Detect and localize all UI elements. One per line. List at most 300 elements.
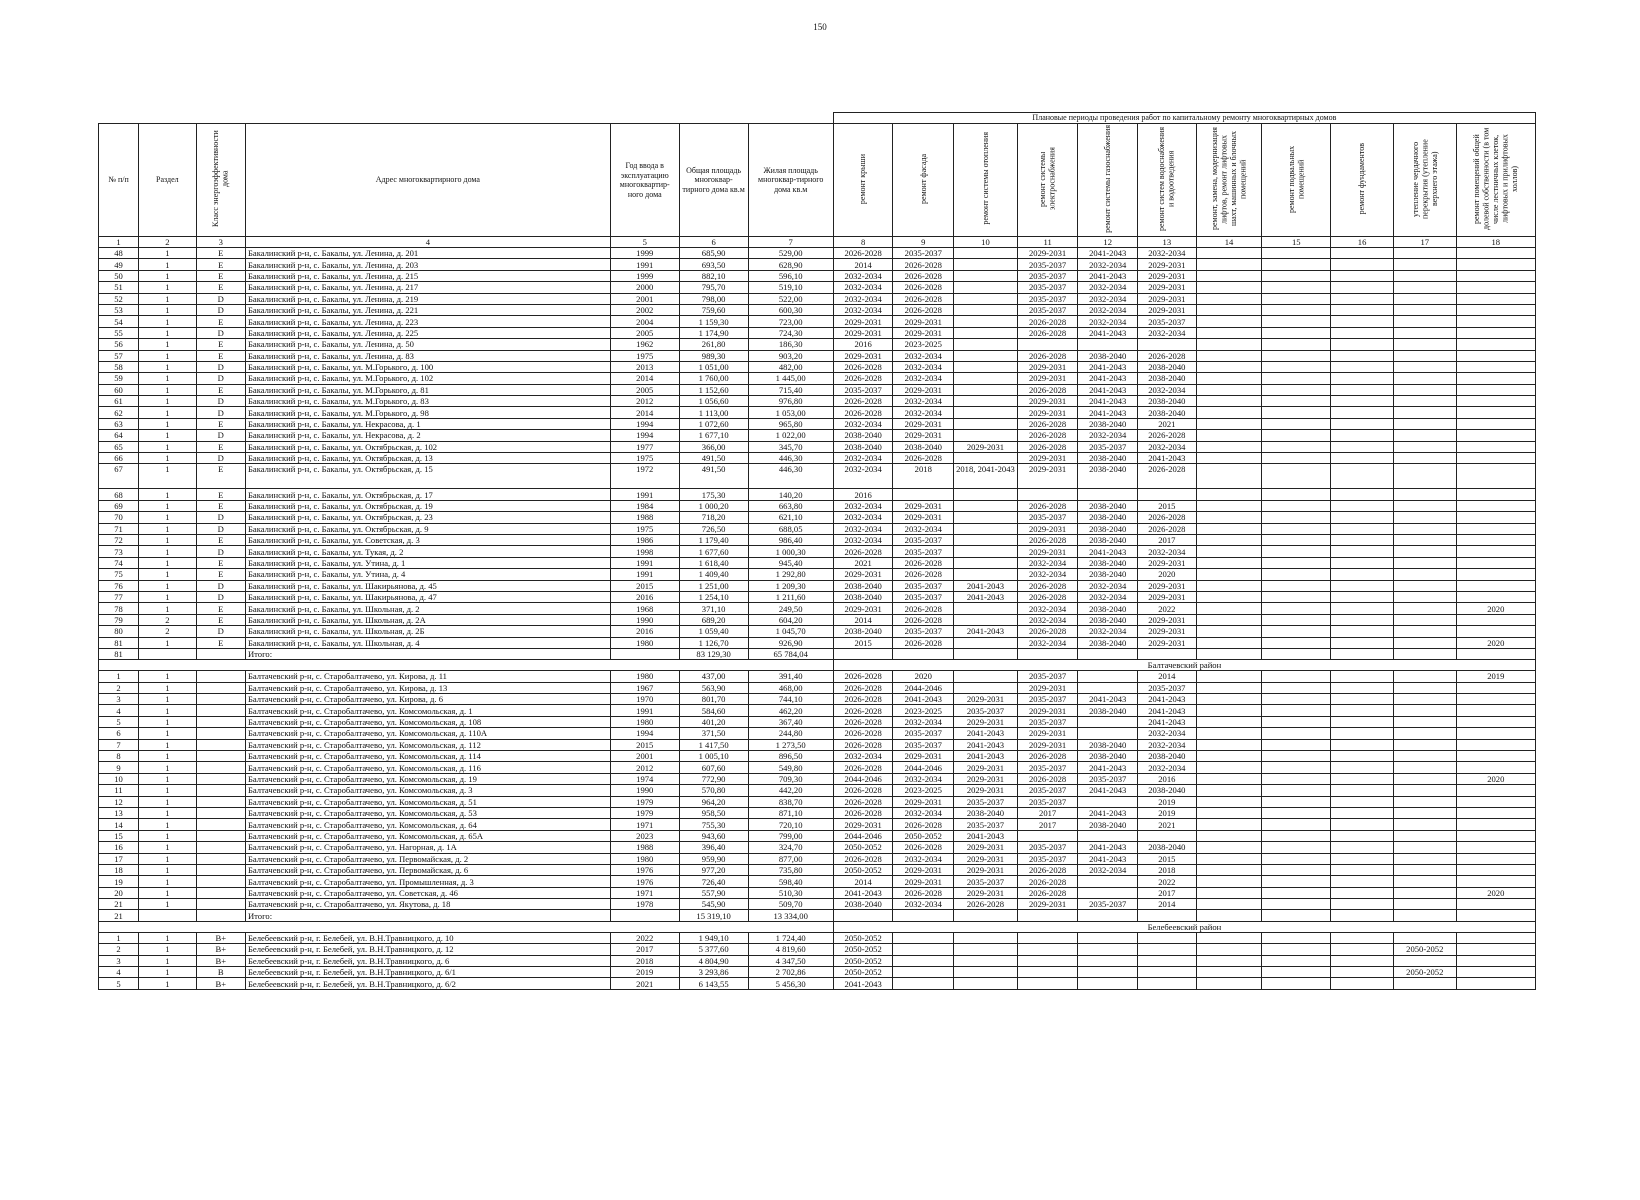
address-cell: Бакалинский р-н, с. Бакалы, ул. М.Горького, д. 81 xyxy=(245,384,610,395)
table-cell: 1 xyxy=(139,694,197,705)
table-cell: 1 211,60 xyxy=(748,591,833,602)
table-cell xyxy=(954,569,1018,580)
column-number-cell: 13 xyxy=(1138,237,1197,248)
table-cell: 1 xyxy=(139,512,197,523)
table-cell: 1 xyxy=(139,853,197,864)
table-cell xyxy=(1017,944,1078,955)
table-cell: 2041-2043 xyxy=(1078,842,1138,853)
table-cell: 2026-2028 xyxy=(833,373,893,384)
table-cell xyxy=(196,842,245,853)
table-cell: 2026-2028 xyxy=(893,603,954,614)
table-cell: 2026-2028 xyxy=(833,546,893,557)
table-cell xyxy=(954,978,1018,989)
table-cell: 689,20 xyxy=(679,614,748,625)
table-cell: 2026-2028 xyxy=(1017,327,1078,338)
table-cell xyxy=(1262,830,1331,841)
header-row xyxy=(99,124,1536,237)
table-cell: 1 005,10 xyxy=(679,751,748,762)
table-cell: 2026-2028 xyxy=(893,887,954,898)
table-cell: 2021 xyxy=(833,557,893,568)
table-cell xyxy=(1456,512,1535,523)
table-cell xyxy=(1456,807,1535,818)
table-cell xyxy=(1331,316,1394,327)
table-cell: 1979 xyxy=(610,807,679,818)
table-cell: 5 xyxy=(99,716,139,727)
table-cell: 17 xyxy=(99,853,139,864)
table-cell xyxy=(954,350,1018,361)
table-cell xyxy=(1456,304,1535,315)
table-cell: 2017 xyxy=(1138,534,1197,545)
table-cell: 1 051,00 xyxy=(679,361,748,372)
table-row xyxy=(99,682,1536,693)
table-cell: 53 xyxy=(99,304,139,315)
table-cell: 2038-2040 xyxy=(1078,603,1138,614)
table-cell xyxy=(196,876,245,887)
table-cell: 600,30 xyxy=(748,304,833,315)
table-cell xyxy=(1262,944,1331,955)
address-cell: Балтачевский р-н, с. Старобалтачево, ул. Якутова, д. 18 xyxy=(245,899,610,910)
table-cell xyxy=(1456,282,1535,293)
table-cell xyxy=(1196,500,1262,511)
table-cell: 2 xyxy=(99,682,139,693)
table-cell: 2014 xyxy=(610,373,679,384)
table-cell xyxy=(1196,282,1262,293)
address-cell: Бакалинский р-н, с. Бакалы, ул. Тукая, д. 2 xyxy=(245,546,610,557)
table-cell xyxy=(1393,293,1456,304)
table-cell: 2029-2031 xyxy=(1017,899,1078,910)
table-cell xyxy=(1196,546,1262,557)
address-cell: Балтачевский р-н, с. Старобалтачево, ул. Нагорная, д. 1А xyxy=(245,842,610,853)
table-cell: 1 xyxy=(139,580,197,591)
table-cell: 2026-2028 xyxy=(1017,316,1078,327)
table-cell: 2029-2031 xyxy=(1138,580,1197,591)
table-cell: 2041-2043 xyxy=(954,751,1018,762)
table-cell: 1 126,70 xyxy=(679,637,748,648)
table-cell xyxy=(1393,842,1456,853)
table-cell xyxy=(1262,580,1331,591)
table-cell: 2023 xyxy=(610,830,679,841)
table-cell: 1 xyxy=(139,796,197,807)
table-cell xyxy=(1078,796,1138,807)
header-col-facade-label: ремонт фасада xyxy=(918,153,928,204)
table-cell xyxy=(1393,270,1456,281)
table-cell xyxy=(1262,671,1331,682)
table-row xyxy=(99,523,1536,534)
table-cell: 2041-2043 xyxy=(1078,361,1138,372)
table-cell: 2029-2031 xyxy=(833,603,893,614)
table-cell: 1990 xyxy=(610,614,679,625)
table-cell xyxy=(1456,853,1535,864)
table-row xyxy=(99,899,1536,910)
table-row xyxy=(99,739,1536,750)
capital-repair-table xyxy=(98,112,1536,990)
table-cell: E xyxy=(196,316,245,327)
table-cell xyxy=(1196,842,1262,853)
table-cell xyxy=(1393,603,1456,614)
table-cell xyxy=(1331,626,1394,637)
table-cell xyxy=(1262,407,1331,418)
address-cell: Балтачевский р-н, с. Старобалтачево, ул. Комсомольская, д. 65А xyxy=(245,830,610,841)
table-cell: 1 xyxy=(139,751,197,762)
table-cell: 2044-2046 xyxy=(893,762,954,773)
address-cell: Балтачевский р-н, с. Старобалтачево, ул. Комсомольская, д. 110А xyxy=(245,728,610,739)
table-cell xyxy=(1456,819,1535,830)
table-cell: 2041-2043 xyxy=(954,728,1018,739)
table-cell: 2038-2040 xyxy=(1078,557,1138,568)
table-cell: 2035-2037 xyxy=(893,728,954,739)
table-cell xyxy=(1393,819,1456,830)
table-cell: 977,20 xyxy=(679,864,748,875)
table-body xyxy=(99,237,1536,990)
table-cell: 59 xyxy=(99,373,139,384)
table-cell: 2032-2034 xyxy=(1078,259,1138,270)
table-cell: D xyxy=(196,591,245,602)
table-cell: 1999 xyxy=(610,248,679,259)
table-cell: 604,20 xyxy=(748,614,833,625)
table-cell xyxy=(1456,842,1535,853)
table-cell: 2017 xyxy=(610,944,679,955)
table-row xyxy=(99,614,1536,625)
table-cell: 2026-2028 xyxy=(1017,418,1078,429)
table-cell: 1980 xyxy=(610,716,679,727)
table-cell xyxy=(1196,899,1262,910)
table-cell: 2032-2034 xyxy=(1078,304,1138,315)
table-cell xyxy=(1331,441,1394,452)
table-cell: 1 xyxy=(139,591,197,602)
table-cell: 367,40 xyxy=(748,716,833,727)
table-cell: 442,20 xyxy=(748,785,833,796)
table-cell: 724,30 xyxy=(748,327,833,338)
table-cell: B+ xyxy=(196,955,245,966)
table-cell: 58 xyxy=(99,361,139,372)
address-cell: Балтачевский р-н, с. Старобалтачево, ул. Комсомольская, д. 19 xyxy=(245,773,610,784)
table-cell xyxy=(1393,327,1456,338)
table-cell: 744,10 xyxy=(748,694,833,705)
table-cell xyxy=(1393,396,1456,407)
table-row xyxy=(99,293,1536,304)
table-cell xyxy=(1262,876,1331,887)
total-count: 81 xyxy=(99,648,139,659)
table-cell: 2035-2037 xyxy=(1017,259,1078,270)
table-cell xyxy=(196,728,245,739)
table-cell: 2029-2031 xyxy=(1017,248,1078,259)
table-cell: 2018 xyxy=(893,464,954,489)
total-empty xyxy=(954,648,1018,659)
table-cell: 2026-2028 xyxy=(893,842,954,853)
header-col-energy-class xyxy=(196,124,245,237)
total-count: 21 xyxy=(99,910,139,921)
table-cell xyxy=(1456,580,1535,591)
table-cell: 723,00 xyxy=(748,316,833,327)
header-col-common-premises xyxy=(1456,124,1535,237)
table-cell xyxy=(1262,853,1331,864)
table-cell: 2029-2031 xyxy=(893,418,954,429)
table-cell: 2041-2043 xyxy=(1078,785,1138,796)
table-cell: 510,30 xyxy=(748,887,833,898)
table-cell: 2032-2034 xyxy=(833,304,893,315)
table-cell xyxy=(1393,705,1456,716)
table-cell xyxy=(1456,248,1535,259)
table-row xyxy=(99,316,1536,327)
table-cell: 1 xyxy=(139,453,197,464)
table-cell: 2032-2034 xyxy=(833,464,893,489)
table-row xyxy=(99,944,1536,955)
table-cell xyxy=(1017,955,1078,966)
table-cell: 838,70 xyxy=(748,796,833,807)
table-row xyxy=(99,626,1536,637)
table-cell xyxy=(954,316,1018,327)
header-col-foundation-label: ремонт фундаментов xyxy=(1357,143,1367,215)
table-cell: 1 xyxy=(139,441,197,452)
table-cell: 801,70 xyxy=(679,694,748,705)
table-cell: 1 xyxy=(139,932,197,943)
table-cell xyxy=(1196,637,1262,648)
table-cell: 799,00 xyxy=(748,830,833,841)
table-cell xyxy=(1196,441,1262,452)
table-cell: 2041-2043 xyxy=(1078,248,1138,259)
table-cell xyxy=(1393,557,1456,568)
table-row xyxy=(99,819,1536,830)
table-cell: 2023-2025 xyxy=(893,339,954,350)
table-cell: 1 xyxy=(139,282,197,293)
table-cell: 2029-2031 xyxy=(833,350,893,361)
table-cell xyxy=(196,694,245,705)
table-cell: 371,50 xyxy=(679,728,748,739)
table-cell xyxy=(954,407,1018,418)
table-cell: 2026-2028 xyxy=(833,739,893,750)
table-cell: 2029-2031 xyxy=(954,864,1018,875)
table-cell: B+ xyxy=(196,978,245,989)
table-cell: E xyxy=(196,464,245,489)
table-row xyxy=(99,694,1536,705)
table-cell: E xyxy=(196,569,245,580)
table-cell: 2032-2034 xyxy=(1078,580,1138,591)
header-col-basement xyxy=(1262,124,1331,237)
table-cell: 2032-2034 xyxy=(833,293,893,304)
table-cell xyxy=(1331,796,1394,807)
table-cell xyxy=(1262,327,1331,338)
table-cell: 2032-2034 xyxy=(1078,282,1138,293)
header-planned-periods: Плановые периоды проведения работ по капитальному ремонту многоквартирных домов xyxy=(833,113,1535,124)
table-cell xyxy=(1196,580,1262,591)
table-cell: 2038-2040 xyxy=(1078,739,1138,750)
table-cell xyxy=(1078,932,1138,943)
table-cell: 2032-2034 xyxy=(893,853,954,864)
table-cell: 2032-2034 xyxy=(833,751,893,762)
address-cell: Балтачевский р-н, с. Старобалтачево, ул. Комсомольская, д. 64 xyxy=(245,819,610,830)
table-cell xyxy=(1456,523,1535,534)
table-cell: 1 417,50 xyxy=(679,739,748,750)
table-cell xyxy=(954,500,1018,511)
table-cell xyxy=(1331,270,1394,281)
table-cell: E xyxy=(196,339,245,350)
table-cell: 1976 xyxy=(610,864,679,875)
table-row xyxy=(99,728,1536,739)
table-cell: 12 xyxy=(99,796,139,807)
address-cell: Бакалинский р-н, с. Бакалы, ул. Шакирьянова, д. 47 xyxy=(245,591,610,602)
table-cell xyxy=(893,978,954,989)
table-cell: E xyxy=(196,259,245,270)
table-cell xyxy=(954,955,1018,966)
table-cell xyxy=(1078,830,1138,841)
table-cell xyxy=(1456,339,1535,350)
table-cell: 1 xyxy=(139,944,197,955)
table-cell: 2032-2034 xyxy=(1078,293,1138,304)
table-cell xyxy=(1456,705,1535,716)
table-cell xyxy=(1331,864,1394,875)
table-cell xyxy=(1456,626,1535,637)
address-cell: Бакалинский р-н, с. Бакалы, ул. М.Горького, д. 100 xyxy=(245,361,610,372)
table-row xyxy=(99,350,1536,361)
table-cell xyxy=(1196,853,1262,864)
table-cell: 1 292,80 xyxy=(748,569,833,580)
table-cell xyxy=(1393,489,1456,500)
table-cell: 2032-2034 xyxy=(1078,864,1138,875)
table-cell xyxy=(954,932,1018,943)
table-cell: 1 xyxy=(139,500,197,511)
table-cell xyxy=(1262,248,1331,259)
table-cell: 1 409,40 xyxy=(679,569,748,580)
table-cell: 2041-2043 xyxy=(1078,853,1138,864)
table-cell: 2001 xyxy=(610,293,679,304)
table-cell xyxy=(1393,682,1456,693)
table-cell: 2035-2037 xyxy=(954,705,1018,716)
table-cell xyxy=(1393,282,1456,293)
table-cell: 50 xyxy=(99,270,139,281)
table-cell: 2038-2040 xyxy=(1078,512,1138,523)
table-cell: 2026-2028 xyxy=(893,614,954,625)
address-cell: Бакалинский р-н, с. Бакалы, ул. Школьная, д. 2 xyxy=(245,603,610,614)
table-cell: 720,10 xyxy=(748,819,833,830)
table-cell xyxy=(1331,887,1394,898)
address-cell: Балтачевский р-н, с. Старобалтачево, ул. Комсомольская, д. 108 xyxy=(245,716,610,727)
table-cell: 2029-2031 xyxy=(893,316,954,327)
table-cell xyxy=(1331,842,1394,853)
table-cell: 628,90 xyxy=(748,259,833,270)
table-cell xyxy=(1456,500,1535,511)
table-cell: 1 xyxy=(139,384,197,395)
table-cell: 1 xyxy=(139,785,197,796)
table-cell: 1 251,00 xyxy=(679,580,748,591)
table-cell xyxy=(1331,591,1394,602)
column-number-cell: 17 xyxy=(1393,237,1456,248)
table-cell xyxy=(1393,500,1456,511)
total-empty xyxy=(139,910,197,921)
table-cell: 1991 xyxy=(610,259,679,270)
table-cell: 64 xyxy=(99,430,139,441)
table-cell xyxy=(1262,418,1331,429)
table-cell xyxy=(1138,932,1197,943)
table-cell xyxy=(1456,614,1535,625)
table-cell xyxy=(1017,489,1078,500)
table-cell: 685,90 xyxy=(679,248,748,259)
table-cell: 1 xyxy=(139,339,197,350)
table-cell xyxy=(1393,373,1456,384)
table-cell: 2041-2043 xyxy=(1078,327,1138,338)
table-cell: 2026-2028 xyxy=(1138,523,1197,534)
table-cell: 2029-2031 xyxy=(833,569,893,580)
table-cell: 2038-2040 xyxy=(833,441,893,452)
header-col-heating-label: ремонт системы отопления xyxy=(980,132,990,226)
table-cell xyxy=(1393,978,1456,989)
table-row xyxy=(99,361,1536,372)
table-cell: 2041-2043 xyxy=(1138,716,1197,727)
table-cell: 1 xyxy=(139,603,197,614)
column-number-cell: 9 xyxy=(893,237,954,248)
table-cell xyxy=(893,955,954,966)
table-cell: 1 xyxy=(139,773,197,784)
table-cell xyxy=(1078,682,1138,693)
table-cell: 2044-2046 xyxy=(893,682,954,693)
table-cell: 1 000,20 xyxy=(679,500,748,511)
table-cell xyxy=(1393,441,1456,452)
table-cell: 2022 xyxy=(1138,876,1197,887)
column-number-cell: 10 xyxy=(954,237,1018,248)
total-row xyxy=(99,648,1536,659)
table-cell: 1 174,90 xyxy=(679,327,748,338)
table-cell: 557,90 xyxy=(679,887,748,898)
table-cell: 549,80 xyxy=(748,762,833,773)
table-cell xyxy=(1262,396,1331,407)
table-cell: 1994 xyxy=(610,728,679,739)
table-cell: 2026-2028 xyxy=(833,682,893,693)
table-cell: 437,00 xyxy=(679,671,748,682)
table-cell: 964,20 xyxy=(679,796,748,807)
table-cell: 2029-2031 xyxy=(1017,396,1078,407)
address-cell: Балтачевский р-н, с. Старобалтачево, ул. Первомайская, д. 6 xyxy=(245,864,610,875)
table-row xyxy=(99,637,1536,648)
table-cell: 4 819,60 xyxy=(748,944,833,955)
table-cell: 2050-2052 xyxy=(833,944,893,955)
table-cell xyxy=(1262,728,1331,739)
table-cell: 2038-2040 xyxy=(1078,418,1138,429)
table-cell: 2035-2037 xyxy=(1017,270,1078,281)
table-cell: 2035-2037 xyxy=(1017,853,1078,864)
table-cell: 2026-2028 xyxy=(833,248,893,259)
table-cell xyxy=(1196,626,1262,637)
table-cell xyxy=(1262,967,1331,978)
table-cell xyxy=(196,785,245,796)
table-cell xyxy=(1262,785,1331,796)
table-cell: 2005 xyxy=(610,327,679,338)
table-cell: 75 xyxy=(99,569,139,580)
table-cell: 1974 xyxy=(610,773,679,784)
column-number-cell: 18 xyxy=(1456,237,1535,248)
table-cell xyxy=(1262,293,1331,304)
total-empty xyxy=(893,648,954,659)
table-row xyxy=(99,876,1536,887)
table-cell xyxy=(1262,500,1331,511)
table-cell xyxy=(196,853,245,864)
table-cell: E xyxy=(196,603,245,614)
header-col-total-area: Общая площадь многоквар-тирного дома кв.м xyxy=(679,124,748,237)
table-cell: 4 xyxy=(99,705,139,716)
table-cell: 2019 xyxy=(1138,807,1197,818)
table-cell: 2004 xyxy=(610,316,679,327)
table-cell xyxy=(1138,830,1197,841)
table-cell xyxy=(1331,523,1394,534)
table-cell: 2026-2028 xyxy=(1138,350,1197,361)
table-cell xyxy=(1456,682,1535,693)
header-col-water-label: ремонт систем водоснабжения и водоотведения xyxy=(1157,126,1176,231)
table-cell xyxy=(954,418,1018,429)
table-cell: 1994 xyxy=(610,430,679,441)
table-cell xyxy=(1138,978,1197,989)
table-row xyxy=(99,373,1536,384)
table-cell: 2032-2034 xyxy=(893,373,954,384)
table-cell xyxy=(1196,682,1262,693)
table-row xyxy=(99,259,1536,270)
